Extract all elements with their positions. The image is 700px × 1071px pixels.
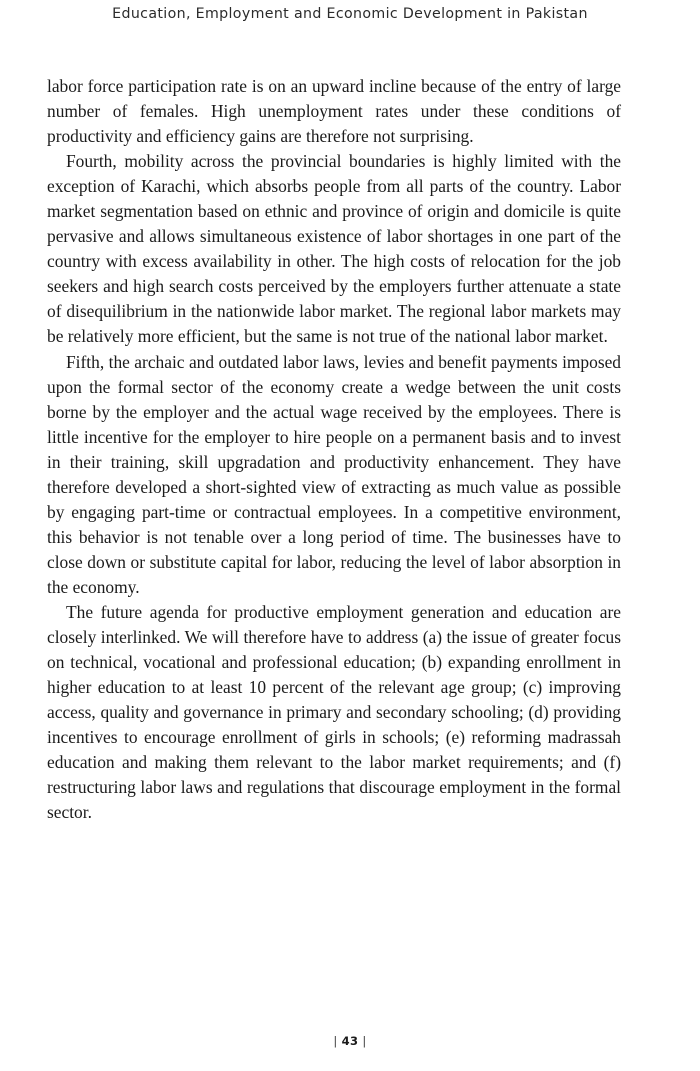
paragraph: The future agenda for productive employment generation and education are closely interlinked. We will therefore have to address (a) the issue of greater focus on technical, vocational and professional education; (b) expanding enrollment in higher education to at least 10 percent of the relevant age group; (c) improving access, quality and governance in primary and secondary schooling; (d) providing incentives to encourage enrollment of girls in schools; (e) reforming madrassah education and making them relevant to the labor market requirements; and (f) restructuring labor laws and regulations that discourage employment in the formal sector.: [47, 601, 621, 823]
paragraph: labor force participation rate is on an upward incline because of the entry of large number of females. High unemployment rates under these conditions of productivity and efficiency gains are therefore not surprising.: [47, 76, 621, 147]
running-head: Education, Employment and Economic Development in Pakistan: [112, 6, 588, 22]
paragraph: Fourth, mobility across the provincial boundaries is highly limited with the exception of Karachi, which absorbs people from all parts of the country. Labor market segmentation based on ethnic and province of origin and domicile is quite pervasive and allows simultaneous existence of labor shortages in one part of the country with excess availability in other. The high costs of relocation for the job seekers and high search costs perceived by the employers further attenuate a state of disequilibrium in the nationwide labor market. The regional labor markets may be relatively more efficient, but the same is not true of the national labor market.: [47, 151, 621, 347]
folio-right-rule: |: [362, 1034, 367, 1048]
body-text-column: [47, 74, 621, 825]
page-footer: [0, 1032, 700, 1050]
folio-left-rule: |: [333, 1034, 338, 1048]
paragraph: Fifth, the archaic and outdated labor laws, levies and benefit payments imposed upon the formal sector of the economy create a wedge between the unit costs borne by the employer and the actual wage received by the employees. There is little incentive for the employer to hire people on a permanent basis and to invest in their training, skill upgradation and productivity enhancement. They have therefore developed a short-sighted view of extracting as much value as possible by engaging part-time or contractual employees. In a competitive environment, this behavior is not tenable over a long period of time. The businesses have to close down or substitute capital for labor, reducing the level of labor absorption in the economy.: [47, 351, 621, 597]
page-number: 43: [341, 1034, 359, 1048]
folio: [329, 1034, 370, 1048]
